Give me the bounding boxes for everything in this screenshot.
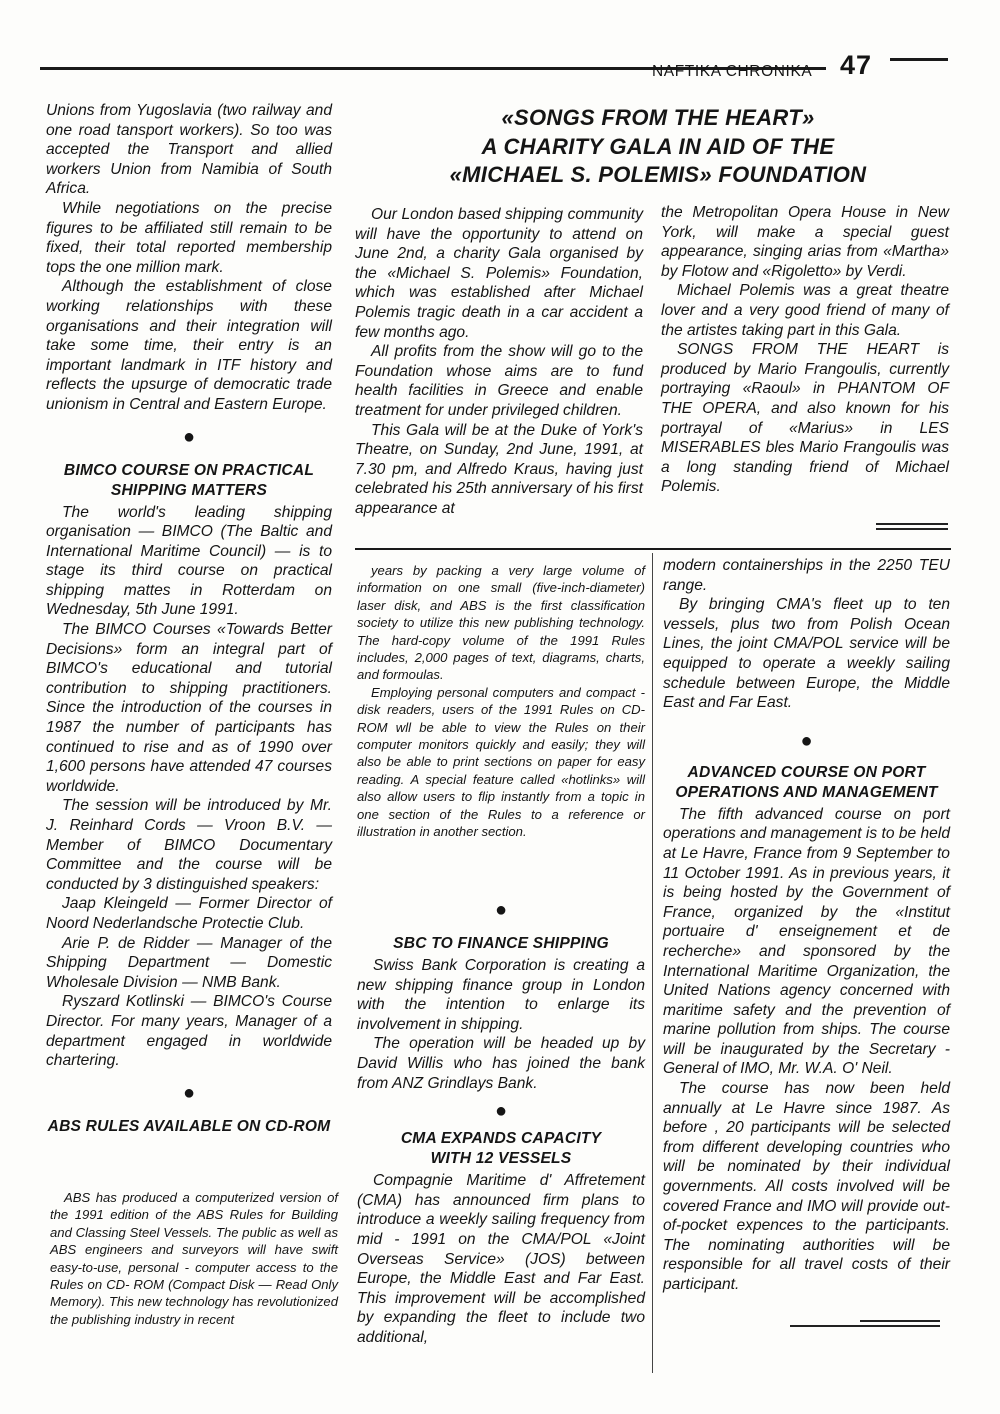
cma-paragraph: Compagnie Maritime d' Affretement (CMA) has announced firm plans to introduce a weekly sailing frequency from mid - 1991 on the CMA/POL «Joint Overseas Service» (JOS) between Europe, the Middle East and Far East. This improvement will be accomplished by expanding the fleet to include two additional,	[357, 1172, 645, 1346]
itf-paragraph: While negotiations on the precise figures to be affiliated still remain to be fixed, their total reported membership tops the one million mark.	[46, 199, 332, 276]
abs-continued-column	[357, 562, 645, 841]
left-column	[46, 101, 332, 1139]
gala-paragraph: the Metropolitan Opera House in New York, will make a special guest appearance, singing arias from «Martha» by Flotow and «Rigoletto» by Verdi.	[661, 204, 949, 280]
gala-paragraph: Our London based shipping community will have the opportunity to attend on June 2nd, a charity Gala organised by the «Michael S. Polemis» Foundation, which was established after Michael Polemis tragic death in a car accident a few months ago.	[355, 206, 643, 341]
bimco-paragraph: The BIMCO Courses «Towards Better Decisions» form an integral part of BIMCO's educational and tutorial contribution to shipping practitioners. Since the introduction of the courses in 1987 the number of participants has continued to rise and as of 1990 over 1,600 persons have attended 47 courses worldwide.	[46, 621, 332, 795]
bimco-paragraph: Arie P. de Ridder — Manager of the Shipping Department — Domestic Wholesale Division — NMB Bank.	[46, 934, 332, 991]
gala-title-line: «SONGS FROM THE HEART»	[501, 105, 815, 130]
gala-bottom-rule	[355, 548, 951, 550]
gala-title-line: A CHARITY GALA IN AID OF THE	[481, 134, 835, 159]
sbc-heading: SBC TO FINANCE SHIPPING	[393, 935, 609, 952]
bimco-heading: BIMCO COURSE ON PRACTICAL SHIPPING MATTERS	[63, 461, 315, 499]
abs-column-start	[50, 1189, 338, 1328]
gala-column-1	[355, 205, 643, 519]
header-rule-right	[890, 58, 948, 61]
gala-title-line: «MICHAEL S. POLEMIS» FOUNDATION	[449, 162, 867, 187]
page-end-mark	[790, 1320, 940, 1330]
gala-column-2	[661, 203, 949, 497]
abs-paragraph: Employing personal computers and compact - disk readers, users of the 1991 Rules on CD-ROM wll be able to view the Rules on their computer monitors quickly and easily; they will also be able to print sections on paper for easy reading. A special feature called «hotlinks» will also allow users to flip instantly from a topic in one section of the Rules to a reference or illustration in another section.	[357, 684, 645, 840]
section-bullet: ●	[182, 425, 196, 448]
itf-paragraph: Unions from Yugoslavia (two railway and one road tansport workers). So too was accepted the Transport and allied workers Union from Namibia of South Africa.	[46, 102, 332, 198]
abs-paragraph: years by packing a very large volume of information on one small (five-inch-diameter) laser disk, and ABS is the first classification society to utilize this new publishing technology. The hard-copy volume of the 1991 Rules includes, 2,000 pages of text, diagrams, charts, and formoulas.	[357, 563, 645, 683]
right-column	[663, 556, 950, 1295]
bimco-paragraph: The world's leading shipping organisation — BIMCO (The Baltic and International Maritime Council) — is to stage its third course on practical shipping mattes in Rotterdam on Wednesday, 5th June 1991.	[46, 503, 332, 619]
section-bullet: ●	[800, 729, 813, 752]
gala-paragraph: SONGS FROM THE HEART is produced by Mario Frangoulis, currently portraying «Raoul» in PHANTOM OF THE OPERA, and also known for his portrayal of «Marius» in LES MISERABLES bles Mario Frangoulis was a long standing friend of Michael Polemis.	[661, 341, 949, 496]
sbc-column	[357, 900, 645, 1348]
port-paragraph: The course has now been held annually at Le Havre since 1987. As before , 20 participants will be selected from different developing countries who will be nominated by their individual governments. All costs involved will be covered France and IMO will provide out-of-pocket expences to the participants. The nominating authorities will be responsible for all travel costs of their participant.	[663, 1080, 950, 1293]
sbc-paragraph: Swiss Bank Corporation is creating a new shipping finance group in London with the intention to enlarge its involvement in shipping.	[357, 957, 645, 1033]
bimco-paragraph: The session will be introduced by Mr. J. Reinhard Cords — Vroon B.V. — Member of BIMCO Documentary Committee and the course will be conducted by 3 distinguished speakers:	[46, 797, 332, 893]
running-title: NAFTIKA CHRONIKA	[652, 63, 813, 80]
cma-heading: CMA EXPANDS CAPACITY WITH 12 VESSELS	[400, 1130, 602, 1168]
bimco-paragraph: Jaap Kleingeld — Former Director of Noord Nederlandsche Protectie Club.	[46, 895, 332, 932]
cma-paragraph: modern containerships in the 2250 TEU range.	[663, 557, 950, 594]
abs-heading: ABS RULES AVAILABLE ON CD-ROM	[47, 1117, 331, 1135]
column-divider	[652, 553, 653, 1373]
port-paragraph: The fifth advanced course on port operations and management is to be held at Le Havre, France from 9 September to 11 October 1991. As in previous years, it is being hosted by the Government of France, organized by the «Institut portuaire d' enseignement et de recherche» and sponsored by the International Maritime Organization, the United Nations agency concerned with maritime safety and the prevention of marine pollution from ships. The course will be inaugurated by the Secretary - General of IMO, Mr. W.A. O' Neil.	[663, 805, 950, 1078]
bimco-paragraph: Ryszard Kotlinski — BIMCO's Course Director. For many years, Manager of a department engaged in worldwide chartering.	[46, 993, 332, 1070]
section-bullet: ●	[494, 1100, 508, 1123]
section-bullet: ●	[182, 1081, 196, 1104]
gala-paragraph: This Gala will be at the Duke of York's Theatre, on Sunday, 2nd June, 1991, at 7.30 pm, and Alfredo Kraus, having just celebrated his 25th anniversary of his first appearance at	[355, 421, 643, 517]
port-heading: ADVANCED COURSE ON PORT OPERATIONS AND MANAGEMENT	[675, 763, 938, 801]
gala-paragraph: All profits from the show will go to the Foundation whose aims are to fund health facilities in Greece and enable treatment for under privileged children.	[355, 343, 643, 419]
abs-paragraph: ABS has produced a computerized version of the 1991 edition of the ABS Rules for Building and Classing Steel Vessels. The public as well as ABS engineers and surveyors will have swift easy-to-use, personal - computer access to the Rules on CD- ROM (Compact Disk — Read Only Memory). This new technology has revolutionized the publishing industry in recent	[50, 1190, 338, 1327]
itf-paragraph: Although the establishment of close working relationships with these organisations and their integration will take some time, their entry is an important landmark in ITF history and reflects the upsurge of democratic trade unionism in Central and Eastern Europe.	[46, 278, 332, 413]
gala-paragraph: Michael Polemis was a great theatre lover and a very good friend of many of the artistes taking part in this Gala.	[661, 282, 949, 339]
sbc-paragraph: The operation will be headed up by David Willis who has joined the bank from ANZ Grindlays Bank.	[357, 1035, 645, 1092]
cma-paragraph: By bringing CMA's fleet up to ten vessels, plus two from Polish Ocean Lines, the joint CMA/POL service will be equipped to operate a weekly sailing schedule between Europe, the Middle East and Far East.	[663, 596, 950, 712]
page-number: 47	[840, 50, 873, 80]
gala-end-mark	[876, 523, 948, 533]
section-bullet: ●	[494, 899, 508, 921]
